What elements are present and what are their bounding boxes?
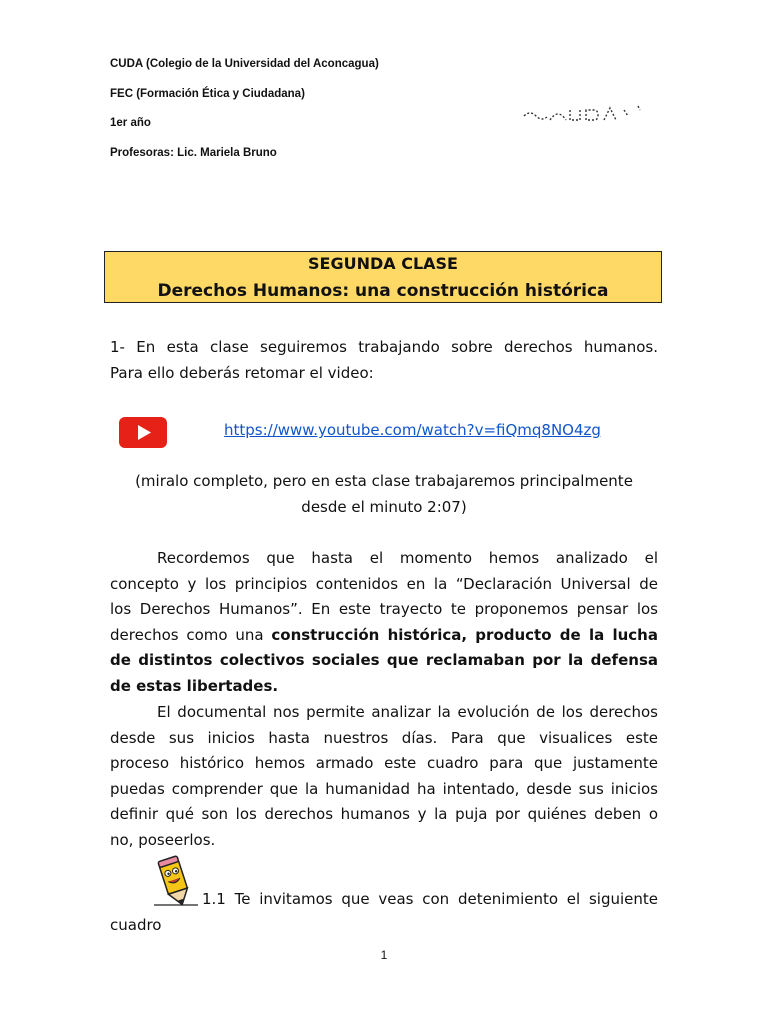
p2-line-5: definir qué son los derechos humanos y la puja por quiénes deben o xyxy=(110,805,658,824)
p1-line-1: Recordemos que hasta el momento hemos analizado el xyxy=(157,549,658,567)
video-link[interactable]: https://www.youtube.com/watch?v=fiQmq8NO4zg xyxy=(224,421,601,439)
school-logo xyxy=(520,100,650,126)
p1-line-4-bold: construcción histórica, producto de la lucha xyxy=(271,625,658,644)
intro-line-2: Para ello deberás retomar el video: xyxy=(110,363,374,382)
subject-name: FEC (Formación Ética y Ciudadana) xyxy=(110,88,305,100)
p1-line-4-plain: derechos como una xyxy=(110,625,272,644)
p2-line-6: no, poseerlos. xyxy=(110,830,216,849)
intro-line-1: 1- En esta clase seguiremos trabajando sobre derechos humanos. xyxy=(110,338,658,356)
p2-line-3: proceso histórico hemos armado este cuadro para que justamente xyxy=(110,754,658,773)
school-name: CUDA (Colegio de la Universidad del Aconcagua) xyxy=(110,58,379,70)
video-note-line-2: desde el minuto 2:07) xyxy=(301,497,467,516)
activity-paragraph xyxy=(110,887,658,938)
paragraph-1 xyxy=(110,546,658,700)
p2-line-2: desde sus inicios hasta nuestros días. Para que visualices este xyxy=(110,728,658,747)
paragraph-2 xyxy=(110,700,658,854)
school-year: 1er año xyxy=(110,117,151,129)
page-number: 1 xyxy=(380,948,388,962)
teachers: Profesoras: Lic. Mariela Bruno xyxy=(110,147,277,159)
activity-line-1: 1.1 Te invitamos que veas con detenimiento el siguiente xyxy=(202,890,658,908)
youtube-icon[interactable] xyxy=(119,417,167,448)
p2-line-1: El documental nos permite analizar la evolución de los derechos xyxy=(157,703,658,721)
activity-line-2: cuadro xyxy=(110,915,162,934)
p1-line-3: los Derechos Humanos”. En este trayecto te proponemos pensar los xyxy=(110,600,658,619)
p1-line-6-bold: de estas libertades. xyxy=(110,676,279,695)
p1-line-4 xyxy=(110,623,658,649)
class-subtitle: Derechos Humanos: una construcción histórica xyxy=(157,281,609,301)
video-note-line-1: (miralo completo, pero en esta clase trabajaremos principalmente xyxy=(135,472,633,490)
p1-line-2: concepto y los principios contenidos en la “Declaración Universal de xyxy=(110,574,658,593)
video-note xyxy=(110,469,658,520)
p1-line-5-bold: de distintos colectivos sociales que reclamaban por la defensa xyxy=(110,651,658,670)
p2-line-4: puedas comprender que la humanidad ha intentado, desde sus inicios xyxy=(110,779,658,798)
p1-line-6 xyxy=(110,674,658,700)
intro-paragraph xyxy=(110,335,658,386)
class-title-box xyxy=(104,251,662,303)
p1-line-5 xyxy=(110,648,658,674)
class-title: SEGUNDA CLASE xyxy=(308,254,458,273)
